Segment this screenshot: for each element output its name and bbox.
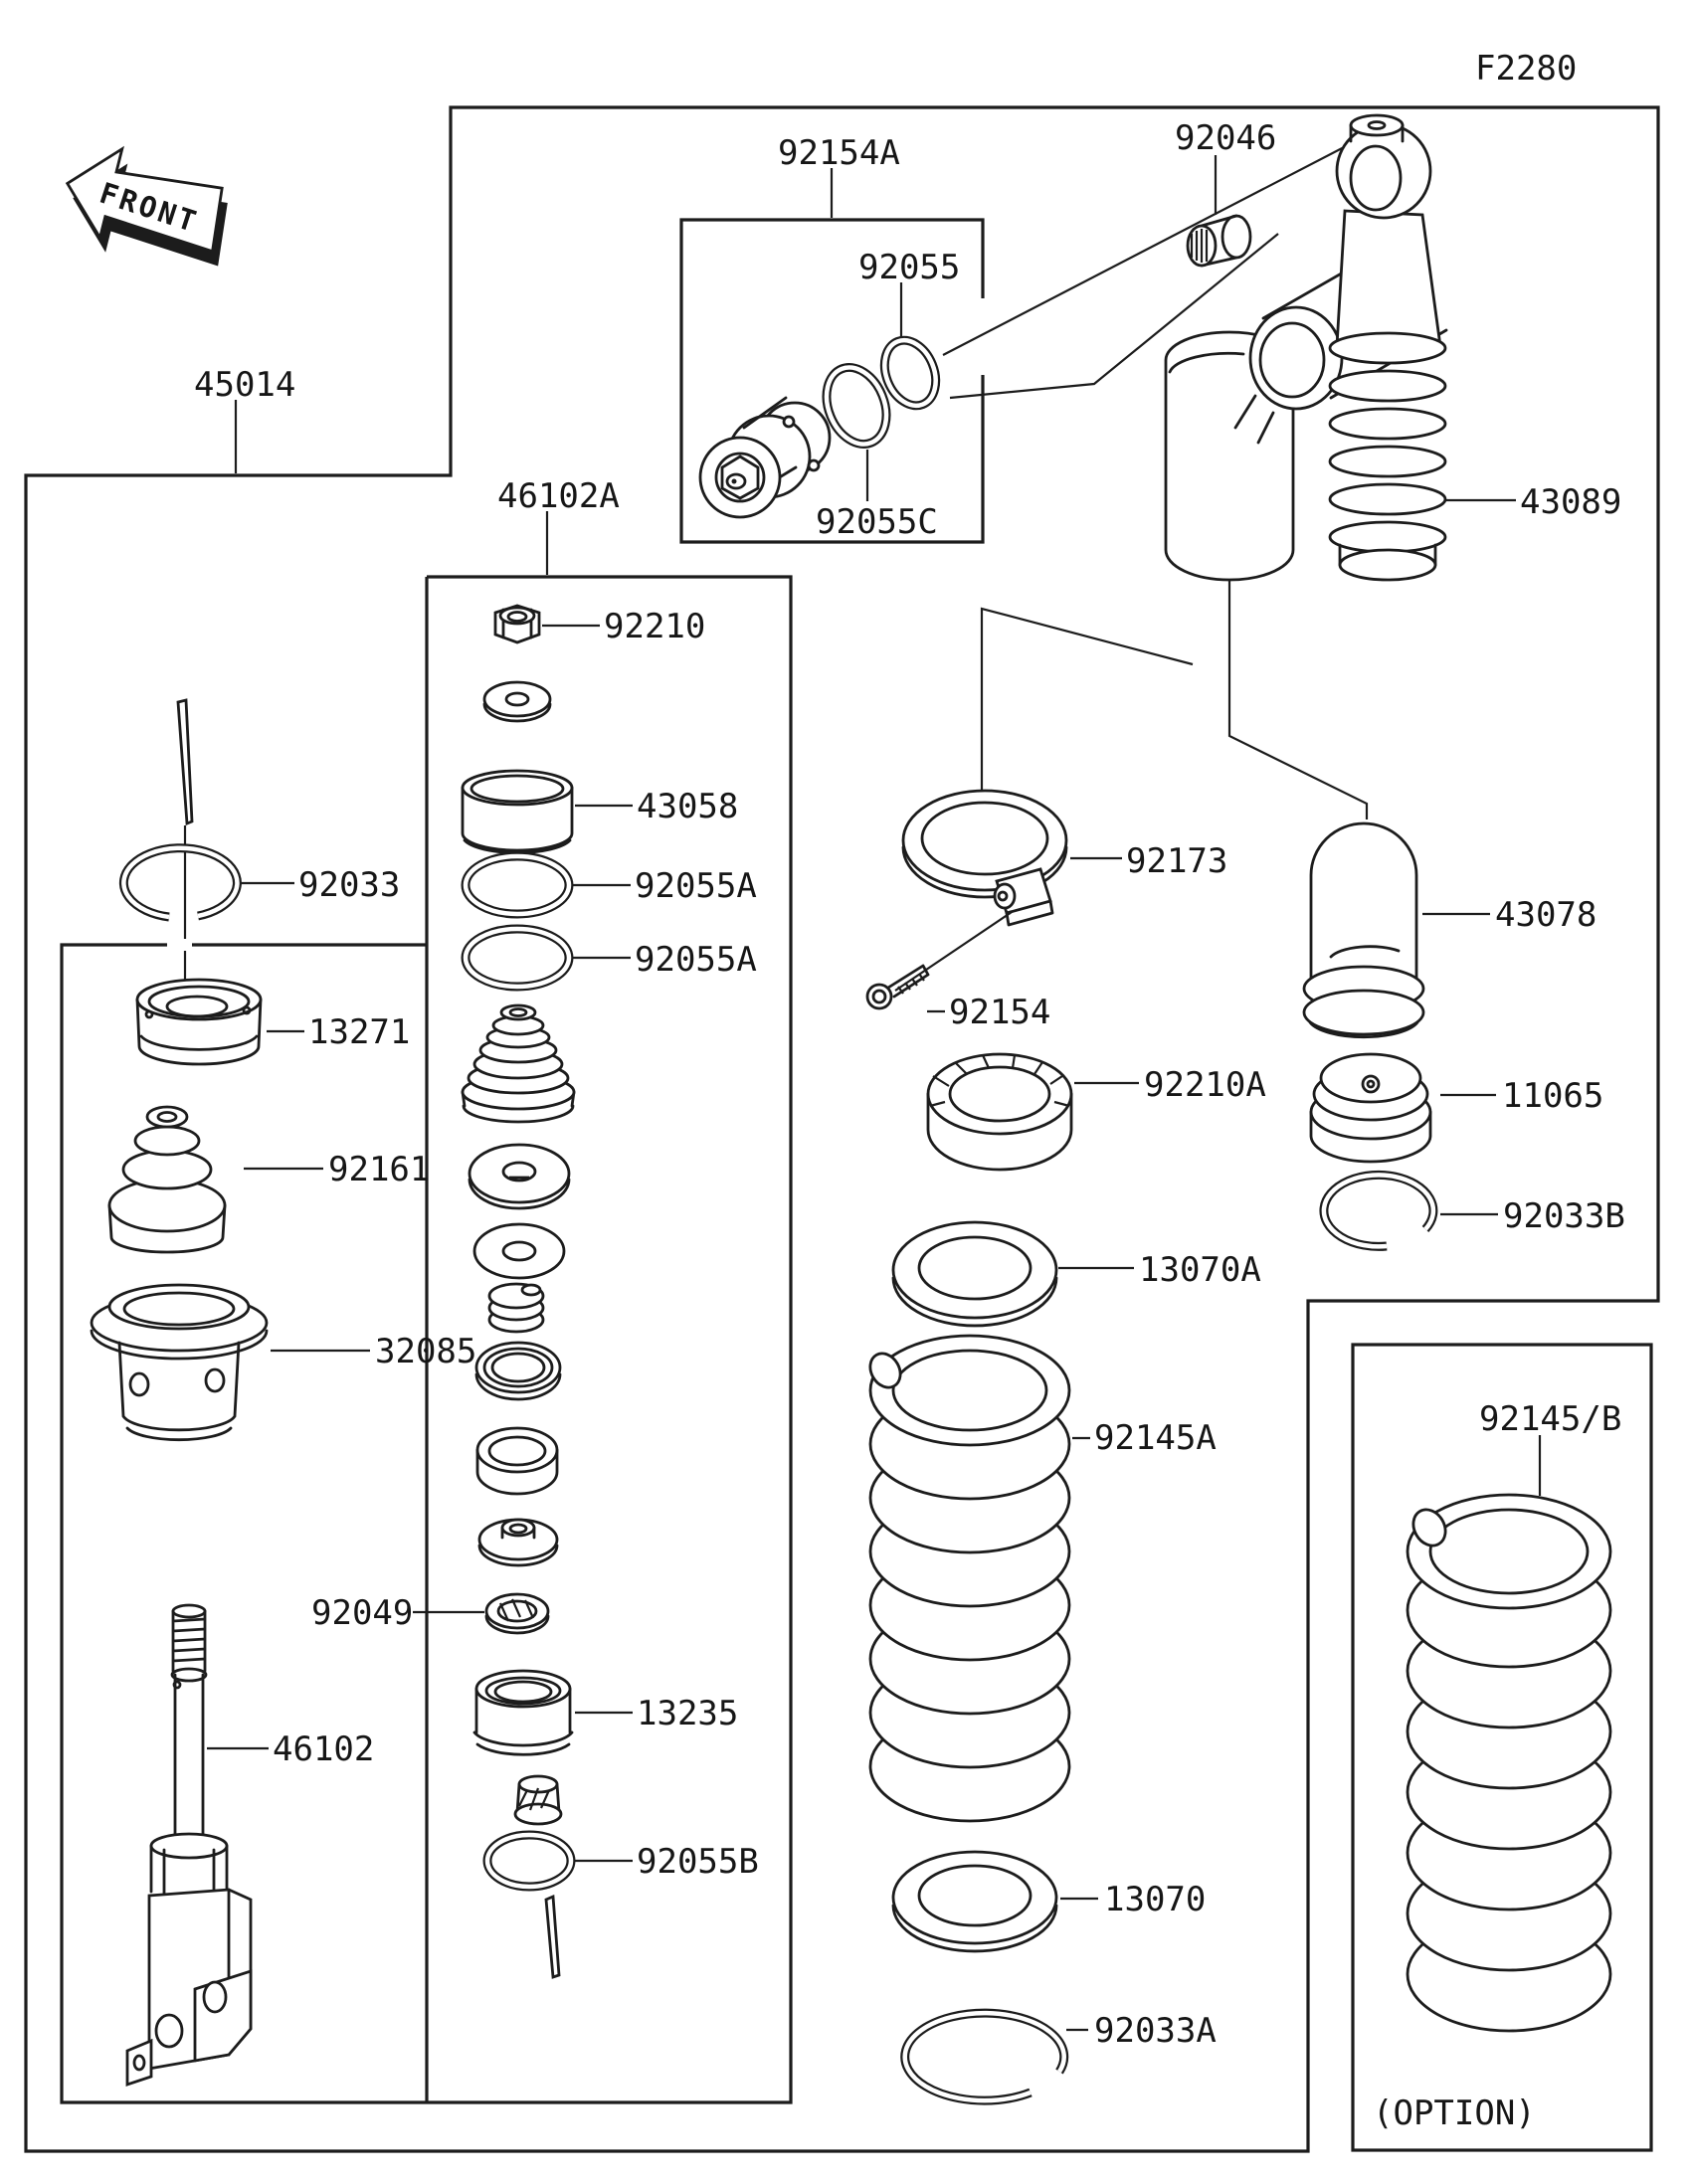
part-label-43078: 43078 [1495,895,1597,935]
part-label-45014: 45014 [194,365,296,405]
part-label-92033: 92033 [298,865,401,905]
part-drawing-bumpstop-92161 [109,1107,225,1252]
part-label-92145b: 92145/B [1479,1399,1622,1439]
part-drawing-snapring-92033 [123,848,237,917]
part-label-43058: 43058 [637,787,739,826]
part-drawing-clamp-92173 [903,791,1066,925]
part-drawing-valve-92154a [700,398,830,517]
part-label-13070a: 13070A [1139,1250,1261,1290]
part-drawing-bolt-92154 [867,966,928,1008]
part-drawing-seal-ring [476,1343,560,1399]
part-label-92154a: 92154A [778,133,900,173]
part-drawing-washer-top [484,682,550,721]
pointer-needle-left [178,700,192,823]
part-drawing-ringnut-92210a [928,1054,1071,1170]
part-label-92055c: 92055C [816,502,938,542]
part-drawing-cup-13235 [474,1671,572,1754]
part-label-92055a-1: 92055A [635,866,757,906]
part-label-92210a: 92210A [1144,1065,1266,1105]
part-drawing-cap-11065 [1311,1054,1430,1162]
figure-code: F2280 [1475,49,1578,89]
part-drawing-shock-43089 [1166,115,1446,580]
part-drawing-cap-13271 [137,980,261,1064]
part-label-92154: 92154 [949,993,1051,1032]
part-drawing-ring [477,1428,557,1494]
part-drawing-oring-92055a-1 [466,856,569,914]
part-drawing-snapring-92033b [1324,1175,1433,1246]
part-drawing-stopper-small [515,1776,561,1824]
part-drawing-cup-43058 [463,771,572,852]
option-note: (OPTION) [1373,2093,1536,2133]
part-drawing-snapring-92033a [905,2013,1064,2100]
front-label: FRONT [95,175,203,240]
part-drawing-washer-flat [474,1224,564,1278]
part-label-43089: 43089 [1520,482,1622,522]
part-drawing-nut-92210 [495,606,539,642]
part-label-92055: 92055 [858,248,961,287]
part-label-92161: 92161 [328,1150,431,1189]
part-label-92033a: 92033A [1094,2011,1217,2051]
part-drawing-seal-92049 [486,1594,548,1633]
part-drawing-washer-large [470,1145,569,1208]
part-label-92173: 92173 [1126,841,1228,881]
part-label-13070: 13070 [1104,1880,1207,1919]
part-drawing-rod-46102 [127,1605,251,2085]
part-label-32085: 32085 [375,1332,477,1371]
part-label-13271: 13271 [308,1012,411,1052]
part-drawing-hub-washer [479,1520,557,1565]
part-label-92210: 92210 [604,607,706,646]
part-label-11065: 11065 [1502,1076,1604,1116]
part-label-92055a-2: 92055A [635,940,757,980]
part-drawing-seat-13070 [893,1852,1056,1951]
part-drawing-oring-92055a-2 [466,929,569,987]
front-arrow-icon [54,138,240,279]
part-label-46102a: 46102A [497,476,620,516]
part-label-92145a: 92145A [1094,1418,1217,1458]
part-drawing-valve-stack [463,1005,574,1122]
part-drawing-spring-92145b [1408,1495,1610,2031]
part-drawing-spring-92145a [864,1336,1069,1821]
part-drawing-guide-32085 [92,1285,267,1440]
part-label-92046: 92046 [1175,118,1277,158]
part-label-13235: 13235 [637,1694,739,1733]
part-label-92033b: 92033B [1503,1196,1625,1236]
part-drawing-oring-92055b [487,1835,571,1887]
part-drawing-spring-small [489,1284,543,1332]
part-label-92055b: 92055B [637,1842,759,1882]
pointer-needle-mid [546,1897,559,1977]
part-drawing-seat-13070a [893,1222,1056,1326]
part-drawing-cover-43078 [1304,823,1423,1037]
part-label-92049: 92049 [311,1593,414,1633]
part-label-46102: 46102 [273,1729,375,1769]
